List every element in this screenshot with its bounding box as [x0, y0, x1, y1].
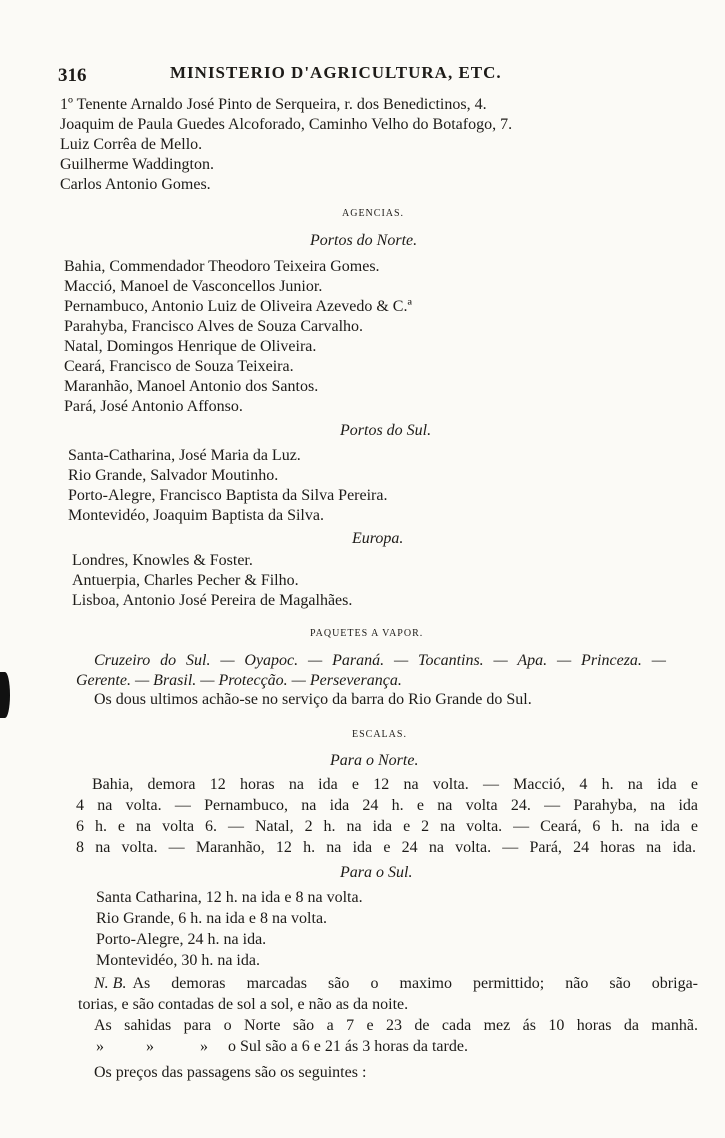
escala-norte-line-4: 8 na volta. — Maranhão, 12 h. na ida e 24 na volta. — Pará, 24 horas na ida.	[76, 839, 696, 856]
escala-sul-line-4: Montevidéo, 30 h. na ida.	[96, 952, 260, 969]
subtitle-para-sul: Para o Sul.	[340, 864, 413, 881]
agencia-europa-3: Lisboa, Antonio José Pereira de Magalhães.	[72, 592, 353, 609]
intro-line-1: 1º Tenente Arnaldo José Pinto de Serqueira, r. dos Benedictinos, 4.	[60, 96, 487, 113]
ink-spot-decoration	[0, 672, 10, 718]
escala-sul-line-1: Santa Catharina, 12 h. na ida e 8 na volta.	[96, 889, 363, 906]
agencia-norte-6: Ceará, Francisco de Souza Teixeira.	[64, 358, 294, 375]
nota-line-5: Os preços das passagens são os seguintes :	[94, 1064, 367, 1081]
nota-ditto-3: »	[200, 1038, 208, 1055]
agencia-norte-1: Bahia, Commendador Theodoro Teixeira Gomes.	[64, 258, 380, 275]
agencia-sul-1: Santa-Catharina, José Maria da Luz.	[68, 447, 301, 464]
agencia-norte-3: Pernambuco, Antonio Luiz de Oliveira Azevedo & C.ª	[64, 298, 412, 315]
escala-sul-line-2: Rio Grande, 6 h. na ida e 8 na volta.	[96, 910, 328, 927]
nota-line-2: torias, e são contadas de sol a sol, e não as da noite.	[78, 996, 409, 1013]
subtitle-europa: Europa.	[352, 530, 404, 547]
agencia-norte-5: Natal, Domingos Henrique de Oliveira.	[64, 338, 317, 355]
paquetes-line-1: Cruzeiro do Sul. — Oyapoc. — Paraná. — Tocantins. — Apa. — Princeza. —	[94, 652, 666, 669]
agencia-norte-4: Parahyba, Francisco Alves de Souza Carvalho.	[64, 318, 364, 335]
agencia-europa-2: Antuerpia, Charles Pecher & Filho.	[72, 572, 299, 589]
intro-line-4: Guilherme Waddington.	[60, 156, 214, 173]
agencia-norte-8: Pará, José Antonio Affonso.	[64, 398, 243, 415]
nota-ditto-2: »	[146, 1038, 154, 1055]
nota-line-1-text: As demoras marcadas são o maximo permittido; não são obriga-	[132, 975, 698, 992]
subtitle-portos-sul: Portos do Sul.	[340, 422, 432, 439]
agencia-norte-2: Macció, Manoel de Vasconcellos Junior.	[64, 278, 323, 295]
nb-label: N. B.	[94, 975, 127, 992]
intro-line-2: Joaquim de Paula Guedes Alcoforado, Caminho Velho do Botafogo, 7.	[60, 116, 513, 133]
agencia-sul-4: Montevidéo, Joaquim Baptista da Silva.	[68, 507, 324, 524]
escala-norte-line-2: 4 na volta. — Pernambuco, na ida 24 h. e na volta 24. — Parahyba, na ida	[76, 797, 698, 814]
agencia-sul-2: Rio Grande, Salvador Moutinho.	[68, 467, 279, 484]
nota-line-4: o Sul são a 6 e 21 ás 3 horas da tarde.	[228, 1038, 468, 1055]
page-number: 316	[58, 65, 87, 86]
section-title-agencias: AGENCIAS.	[342, 208, 405, 219]
agencia-sul-3: Porto-Alegre, Francisco Baptista da Silva Pereira.	[68, 487, 388, 504]
nota-line-1	[94, 974, 698, 994]
escala-norte-line-3: 6 h. e na volta 6. — Natal, 2 h. na ida e 2 na volta. — Ceará, 6 h. na ida e	[76, 818, 698, 835]
escala-norte-line-1: Bahia, demora 12 horas na ida e 12 na volta. — Macció, 4 h. na ida e	[92, 776, 698, 793]
paquetes-line-2: Gerente. — Brasil. — Protecção. — Perseverança.	[76, 672, 402, 689]
intro-line-3: Luiz Corrêa de Mello.	[60, 136, 203, 153]
escala-sul-line-3: Porto-Alegre, 24 h. na ida.	[96, 931, 267, 948]
section-title-escalas: ESCALAS.	[352, 729, 407, 740]
nota-ditto-1: »	[96, 1038, 104, 1055]
subtitle-para-norte: Para o Norte.	[330, 752, 419, 769]
agencia-norte-7: Maranhão, Manoel Antonio dos Santos.	[64, 378, 319, 395]
intro-line-5: Carlos Antonio Gomes.	[60, 176, 211, 193]
running-title: MINISTERIO D'AGRICULTURA, ETC.	[170, 63, 502, 82]
section-title-paquetes: PAQUETES A VAPOR.	[310, 628, 424, 639]
paquetes-line-3: Os dous ultimos achão-se no serviço da barra do Rio Grande do Sul.	[94, 691, 532, 708]
nota-line-3: As sahidas para o Norte são a 7 e 23 de cada mez ás 10 horas da manhã.	[94, 1017, 698, 1034]
agencia-europa-1: Londres, Knowles & Foster.	[72, 552, 253, 569]
subtitle-portos-norte: Portos do Norte.	[310, 232, 418, 249]
